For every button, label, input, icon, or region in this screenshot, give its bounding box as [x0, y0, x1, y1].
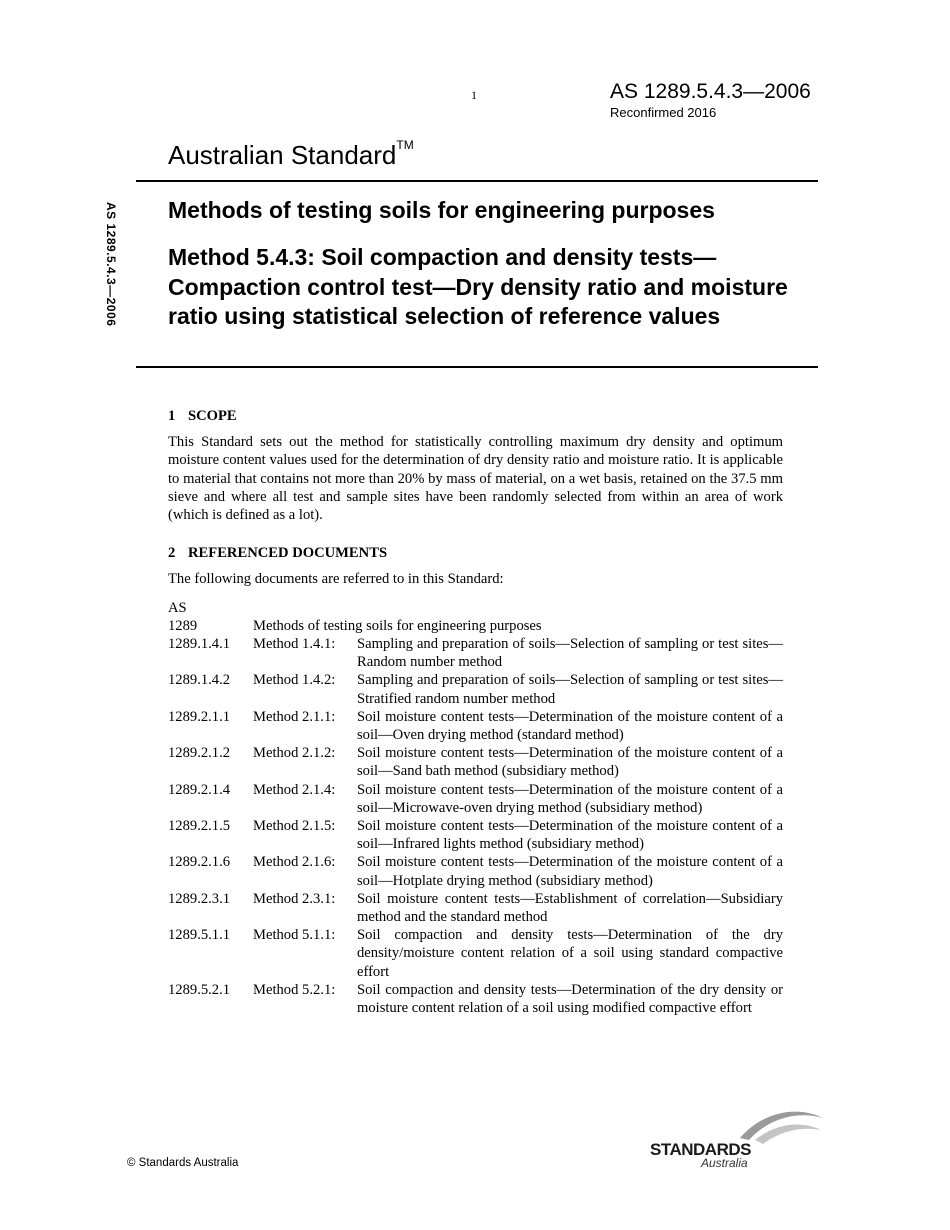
- reference-code: 1289.2.3.1: [168, 890, 231, 907]
- reference-row: [168, 781, 783, 817]
- scope-paragraph: This Standard sets out the method for statistically controlling maximum dry density and optimum moisture content values used for the determination of dry density ratio and moisture ratio. It is applicable to material that contains not more than 20% by mass of material, on a wet basis, retained on the 37.5 mm sieve and where all test and sample sites have been randomly selected from within an area of work (which is defined as a lot).: [168, 434, 783, 524]
- reference-method: Method 2.1.5:: [253, 818, 336, 835]
- section-heading-references: [168, 544, 783, 562]
- reference-title: Sampling and preparation of soils—Selection of sampling or test sites—Random number method: [357, 636, 783, 671]
- reference-method: Method 5.1.1:: [253, 927, 336, 944]
- logo-subwordmark: Australia: [701, 1156, 748, 1170]
- page-number: 1: [471, 88, 477, 102]
- reference-code: 1289.5.1.1: [168, 927, 231, 944]
- reference-method: Method 2.1.4:: [253, 781, 336, 798]
- reference-row: [168, 817, 783, 853]
- references-table: [168, 617, 783, 1017]
- reference-method: Method 2.1.6:: [253, 854, 336, 871]
- reference-code: 1289.1.4.2: [168, 672, 231, 689]
- reference-code: 1289.2.1.2: [168, 745, 231, 762]
- reference-code: 1289.5.2.1: [168, 981, 231, 998]
- reference-method: Method 5.2.1:: [253, 981, 336, 998]
- trademark-mark: TM: [396, 138, 414, 152]
- reference-row: [168, 744, 783, 780]
- references-intro: The following documents are referred to in this Standard:: [168, 571, 504, 588]
- reference-code: 1289.2.1.5: [168, 818, 231, 835]
- reference-row: [168, 981, 783, 1017]
- copyright-notice: © Standards Australia: [127, 1157, 239, 1169]
- reference-title: Soil moisture content tests—Determination of the moisture content of a soil—Hotplate drying method (subsidiary method): [357, 854, 783, 889]
- reference-method: Method 1.4.2:: [253, 672, 336, 689]
- side-standard-label: AS 1289.5.4.3—2006: [104, 202, 118, 327]
- reference-row: [168, 617, 783, 635]
- reference-row: [168, 635, 783, 671]
- top-rule: [136, 180, 818, 182]
- logo-wordmark: STANDARDS: [650, 1140, 751, 1159]
- reference-title: Soil moisture content tests—Determination of the moisture content of a soil—Oven drying method (standard method): [357, 708, 783, 744]
- reference-code: 1289.2.1.4: [168, 781, 231, 798]
- section-title: REFERENCED DOCUMENTS: [188, 545, 388, 562]
- reference-method: Method 2.3.1:: [253, 890, 336, 907]
- reference-row: [168, 890, 783, 926]
- reference-method: Method 2.1.2:: [253, 745, 336, 762]
- reference-row: [168, 926, 783, 981]
- referenced-documents-section: [168, 544, 783, 1017]
- reference-code: 1289.2.1.6: [168, 854, 231, 871]
- reference-title: Methods of testing soils for engineering purposes: [253, 617, 542, 634]
- section-number: 2: [168, 545, 176, 562]
- reference-code: 1289: [168, 617, 198, 634]
- reference-method: Method 1.4.1:: [253, 636, 336, 653]
- reference-method: Method 2.1.1:: [253, 708, 336, 725]
- reference-title: Soil moisture content tests—Determination of the moisture content of a soil—Microwave-oven drying method (subsidiary method): [357, 781, 783, 816]
- section-number: 1: [168, 408, 176, 424]
- standard-number: AS 1289.5.4.3—2006: [610, 80, 811, 103]
- reference-title: Soil compaction and density tests—Determination of the dry density/moisture content relation of a soil using standard compactive effort: [357, 927, 783, 980]
- reference-code: 1289.2.1.1: [168, 708, 231, 725]
- section-heading-scope: [168, 407, 783, 425]
- standards-australia-logo: [645, 1100, 825, 1172]
- series-title: Methods of testing soils for engineering purposes: [168, 197, 715, 223]
- reference-title: Soil moisture content tests—Determination of the moisture content of a soil—Sand bath method (subsidiary method): [357, 745, 783, 780]
- reference-row: [168, 853, 783, 889]
- reference-title: Soil moisture content tests—Establishment of correlation—Subsidiary method and the standard method: [357, 890, 783, 926]
- reference-code: 1289.1.4.1: [168, 636, 231, 653]
- brand-title: [168, 140, 414, 171]
- document-body: [168, 407, 783, 1017]
- brand-name: Australian Standard: [168, 140, 397, 170]
- section-title: SCOPE: [188, 408, 237, 424]
- reference-row: [168, 671, 783, 707]
- bottom-rule: [136, 366, 818, 368]
- reference-row: [168, 708, 783, 744]
- method-title: Method 5.4.3: Soil compaction and density tests—Compaction control test—Dry density ratio and moisture ratio using statistical selection of reference values: [168, 244, 788, 329]
- reference-title: Soil moisture content tests—Determination of the moisture content of a soil—Infrared lights method (subsidiary method): [357, 818, 783, 853]
- reference-title: Soil compaction and density tests—Determination of the dry density or moisture content relation of a soil using modified compactive effort: [357, 981, 783, 1017]
- reference-title: Sampling and preparation of soils—Selection of sampling or test sites—Stratified random number method: [357, 672, 783, 707]
- reconfirmed-note: Reconfirmed 2016: [610, 105, 717, 120]
- references-prefix: AS: [168, 599, 187, 616]
